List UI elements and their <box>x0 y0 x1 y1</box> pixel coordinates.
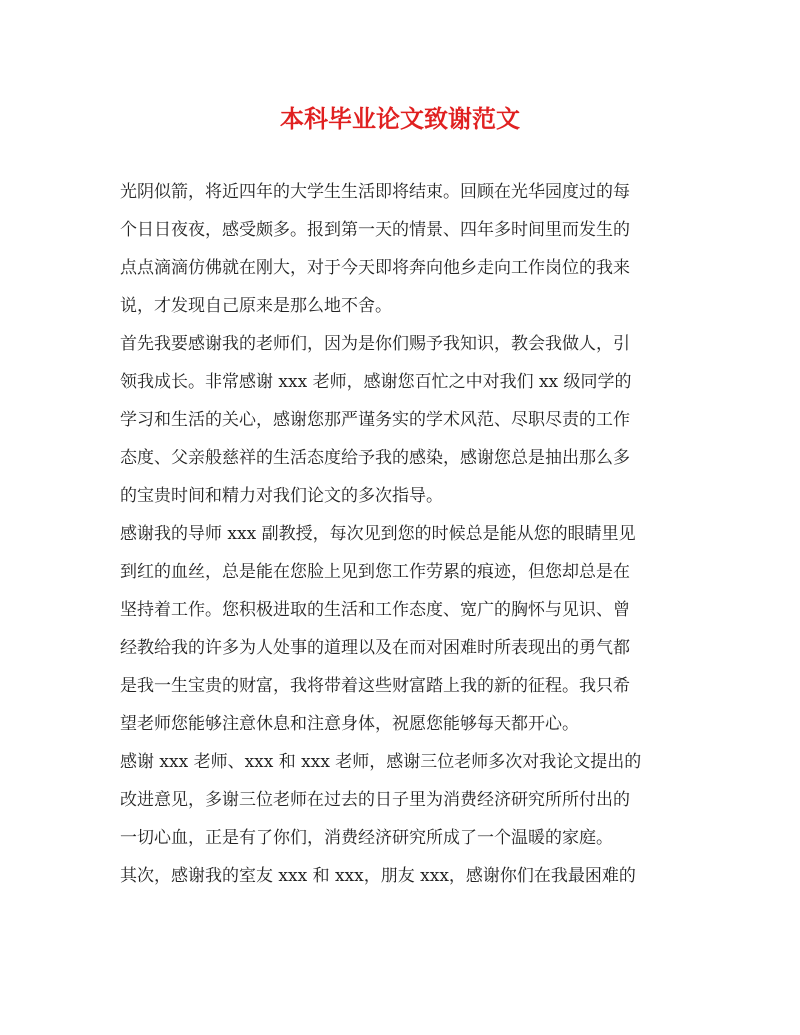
text-line: 是我一生宝贵的财富，我将带着这些财富踏上我的新的征程。我只希 <box>120 676 630 696</box>
text-line: 点点滴滴仿佛就在刚大，对于今天即将奔向他乡走向工作岗位的我来 <box>120 258 630 278</box>
text-line: 领我成长。非常感谢 xxx 老师，感谢您百忙之中对我们 xx 级同学的 <box>120 372 632 392</box>
text-line: 感谢我的导师 xxx 副教授，每次见到您的时候总是能从您的眼睛里见 <box>120 524 636 544</box>
text-line: 首先我要感谢我的老师们，因为是你们赐予我知识，教会我做人，引 <box>120 334 630 354</box>
text-line: 说，才发现自己原来是那么地不舍。 <box>120 296 392 316</box>
paragraph-1 <box>120 173 680 325</box>
paragraph-5 <box>120 857 680 895</box>
paragraph-3 <box>120 515 680 743</box>
text-line: 感谢 xxx 老师、xxx 和 xxx 老师，感谢三位老师多次对我论文提出的 <box>120 752 642 772</box>
paragraph-2 <box>120 325 680 515</box>
text-line: 到红的血丝，总是能在您脸上见到您工作劳累的痕迹，但您却总是在 <box>120 562 630 582</box>
paragraph-4 <box>120 743 680 857</box>
text-line: 经教给我的许多为人处事的道理以及在而对困难时所表现出的勇气都 <box>120 638 630 658</box>
text-line: 光阴似箭，将近四年的大学生生活即将结束。回顾在光华园度过的每 <box>120 182 630 202</box>
text-line: 其次，感谢我的室友 xxx 和 xxx，朋友 xxx，感谢你们在我最困难的 <box>120 866 636 886</box>
document-title: 本科毕业论文致谢范文 <box>280 104 520 133</box>
document-body <box>120 173 680 895</box>
text-line: 一切心血，正是有了你们，消费经济研究所成了一个温暖的家庭。 <box>120 828 613 848</box>
text-line: 坚持着工作。您积极进取的生活和工作态度、宽广的胸怀与见识、曾 <box>120 600 630 620</box>
text-line: 望老师您能够注意休息和注意身体，祝愿您能够每天都开心。 <box>120 714 579 734</box>
text-line: 态度、父亲般慈祥的生活态度给予我的感染，感谢您总是抽出那么多 <box>120 448 630 468</box>
text-line: 学习和生活的关心，感谢您那严谨务实的学术风范、尽职尽责的工作 <box>120 410 630 430</box>
text-line: 的宝贵时间和精力对我们论文的多次指导。 <box>120 486 443 506</box>
text-line: 个日日夜夜，感受颇多。报到第一天的情景、四年多时间里而发生的 <box>120 220 630 240</box>
text-line: 改进意见，多谢三位老师在过去的日子里为消费经济研究所所付出的 <box>120 790 630 810</box>
